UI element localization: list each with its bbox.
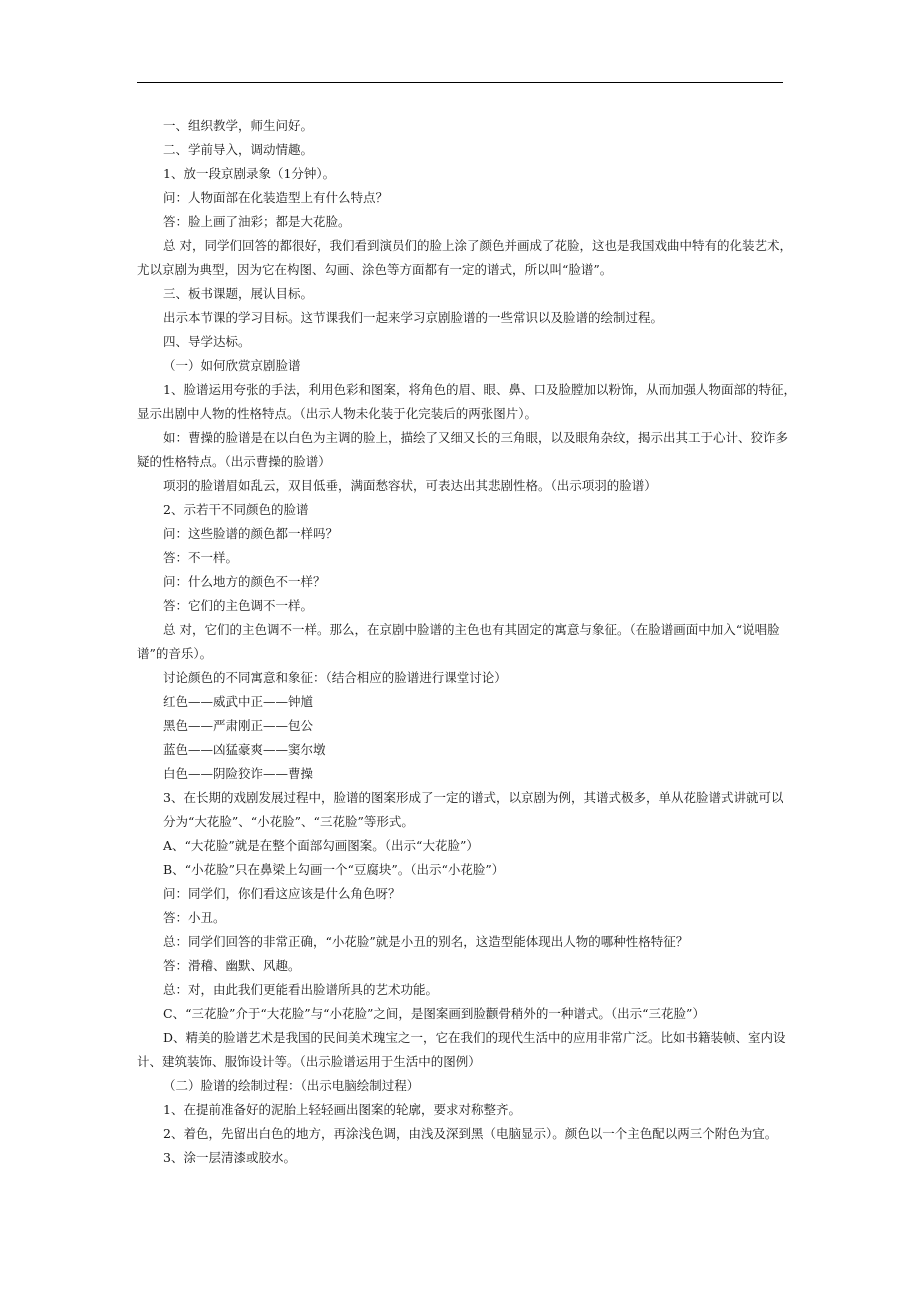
text-line: （二）脸谱的绘制过程：（出示电脑绘制过程） (163, 1078, 420, 1093)
text-line: （一）如何欣赏京剧脸谱 (163, 358, 301, 373)
text-line: 3、涂一层清漆或胶水。 (163, 1150, 296, 1165)
text-line: 问：人物面部在化装造型上有什么特点？ (163, 190, 389, 205)
text-line: 2、着色，先留出白色的地方，再涂浅色调，由浅及深到黑（电脑显示）。颜色以一个主色配以两三个附色为宜。 (163, 1126, 778, 1141)
text-line: 分为“大花脸”、“小花脸”、“三花脸”等形式。 (163, 814, 414, 829)
document-body (137, 114, 796, 1170)
text-line: 答：小丑。 (163, 910, 226, 925)
text-line: 3、在长期的戏剧发展过程中，脸谱的图案形成了一定的谱式，以京剧为例，其谱式极多，单从花脸谱式讲就可以 (163, 790, 784, 805)
text-line: 计、建筑装饰、服饰设计等。（出示脸谱运用于生活中的图例） (137, 1054, 481, 1069)
text-line: 问：同学们，你们看这应该是什么角色呀？ (163, 886, 401, 901)
text-line: 讨论颜色的不同寓意和象征：（结合相应的脸谱进行课堂讨论） (163, 670, 507, 685)
text-line: 答：它们的主色调不一样。 (163, 598, 314, 613)
text-line: 问：这些脸谱的颜色都一样吗？ (163, 526, 339, 541)
text-line: 总 对，同学们回答的都很好，我们看到演员们的脸上涂了颜色并画成了花脸，这也是我国戏曲中特有的化装艺术， (163, 238, 792, 253)
text-line: 尤以京剧为典型，因为它在构图、勾画、涂色等方面都有一定的谱式，所以叫“脸谱”。 (137, 262, 613, 277)
text-line: 四、导学达标。 (163, 334, 251, 349)
text-line: 问：什么地方的颜色不一样？ (163, 574, 326, 589)
text-line: 白色——阴险狡诈——曹操 (163, 766, 314, 781)
text-line: 显示出剧中人物的性格特点。（出示人物未化装于化完装后的两张图片）。 (137, 406, 538, 421)
text-line: 黑色——严肃刚正——包公 (163, 718, 314, 733)
text-line: 总：对，由此我们更能看出脸谱所具的艺术功能。 (163, 982, 439, 997)
text-line: 红色——威武中正——钟馗 (163, 694, 314, 709)
text-line: 1、放一段京剧录象（1分钟）。 (163, 166, 336, 181)
text-line: 总：同学们回答的非常正确，“小花脸”就是小丑的别名，这造型能体现出人物的哪种性格特征？ (163, 934, 689, 949)
text-line: 1、在提前准备好的泥胎上轻轻画出图案的轮廓，要求对称整齐。 (163, 1102, 521, 1117)
text-line: 蓝色——凶猛豪爽——窦尔墩 (163, 742, 326, 757)
text-line: 1、脸谱运用夸张的手法，利用色彩和图案，将角色的眉、眼、鼻、口及脸膛加以粉饰，从而加强人物面部的特征， (163, 382, 796, 397)
text-line: 答：脸上画了油彩；都是大花脸。 (163, 214, 351, 229)
text-line: 出示本节课的学习目标。这节课我们一起来学习京剧脸谱的一些常识以及脸谱的绘制过程。 (163, 310, 664, 325)
text-line: D、精美的脸谱艺术是我国的民间美术瑰宝之一，它在我们的现代生活中的应用非常广泛。比如书籍装帧、室内设 (163, 1030, 786, 1045)
text-line: 项羽的脸谱眉如乱云，双目低垂，满面愁容状，可表达出其悲剧性格。（出示项羽的脸谱） (163, 478, 657, 493)
text-line: 三、板书课题，展认目标。 (163, 286, 314, 301)
text-line: 一、组织教学，师生问好。 (163, 118, 314, 133)
text-line: A、“大花脸”就是在整个面部勾画图案。（出示“大花脸”） (163, 838, 479, 853)
text-line: 2、示若干不同颜色的脸谱 (163, 502, 309, 517)
text-line: 总 对，它们的主色调不一样。那么，在京剧中脸谱的主色也有其固定的寓意与象征。（在脸谱画面中加入“说唱脸 (163, 622, 780, 637)
text-line: 疑的性格特点。（出示曹操的脸谱） (137, 454, 331, 469)
text-line: B、“小花脸”只在鼻梁上勾画一个“豆腐块”。（出示“小花脸”） (163, 862, 505, 877)
text-line: 谱”的音乐）。 (137, 646, 213, 661)
text-line: 如：曹操的脸谱是在以白色为主调的脸上，描绘了又细又长的三角眼，以及眼角杂纹，揭示出其工于心计、狡诈多 (163, 430, 789, 445)
text-line: 二、学前导入，调动情趣。 (163, 142, 314, 157)
text-line: 答：不一样。 (163, 550, 239, 565)
header-rule (137, 82, 783, 83)
text-line: C、“三花脸”介于“大花脸”与“小花脸”之间，是图案画到脸颧骨稍外的一种谱式。（出示“三花脸”） (163, 1006, 705, 1021)
text-line: 答：滑稽、幽默、风趣。 (163, 958, 301, 973)
